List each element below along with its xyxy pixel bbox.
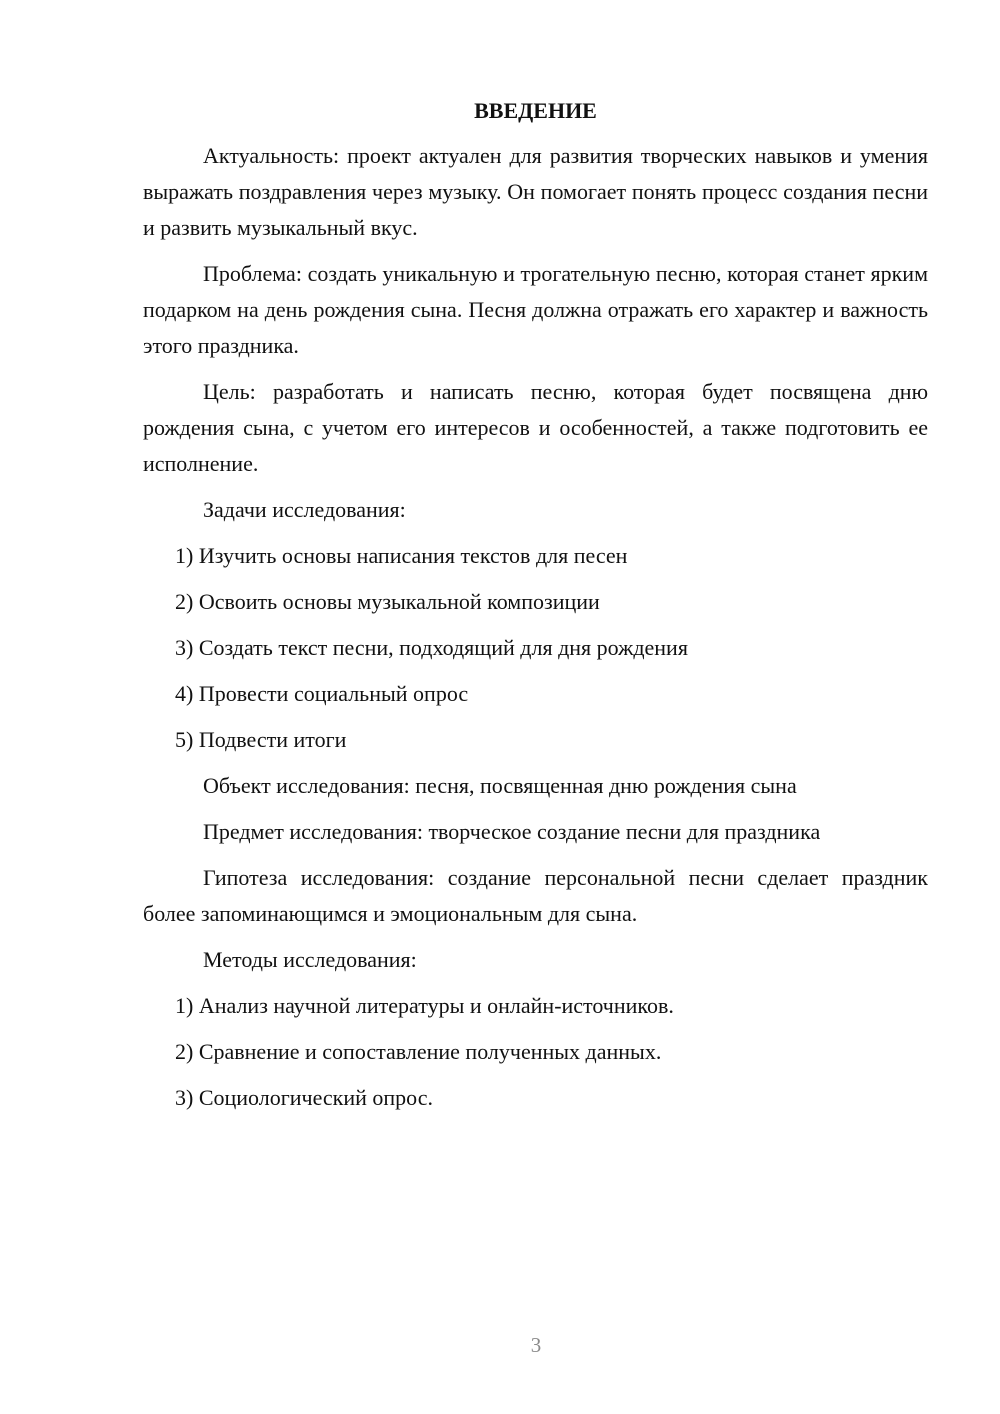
method-item: 2) Сравнение и сопоставление полученных данных. [175, 1039, 662, 1064]
task-item: 1) Изучить основы написания текстов для песен [175, 543, 628, 568]
methods-list [143, 988, 928, 1116]
methods-heading: Методы исследования: [203, 947, 417, 972]
page-number: 3 [530, 1333, 542, 1357]
goal-paragraph: Цель: разработать и написать песню, которая будет посвящена дню рождения сына, с учетом его интересов и особенностей, а также подготовить ее исполнение. [143, 379, 928, 476]
task-item: 5) Подвести итоги [175, 727, 347, 752]
task-item: 2) Освоить основы музыкальной композиции [175, 589, 600, 614]
tasks-heading: Задачи исследования: [203, 497, 406, 522]
document-body [143, 95, 928, 1126]
research-object: Объект исследования: песня, посвященная дню рождения сына [203, 773, 797, 798]
tasks-list [143, 538, 928, 758]
research-subject: Предмет исследования: творческое создание песни для праздника [203, 819, 821, 844]
task-item: 3) Создать текст песни, подходящий для дня рождения [175, 635, 688, 660]
problem-paragraph: Проблема: создать уникальную и трогательную песню, которая станет ярким подарком на день рождения сына. Песня должна отражать его характер и важность этого праздника. [143, 261, 928, 358]
method-item: 1) Анализ научной литературы и онлайн-источников. [175, 993, 674, 1018]
method-item: 3) Социологический опрос. [175, 1085, 433, 1110]
relevance-paragraph: Актуальность: проект актуален для развития творческих навыков и умения выражать поздравления через музыку. Он помогает понять процесс создания песни и развить музыкальный вкус. [143, 143, 928, 240]
section-title: ВВЕДЕНИЕ [474, 98, 597, 123]
hypothesis-paragraph: Гипотеза исследования: создание персональной песни сделает праздник более запоминающимся и эмоциональным для сына. [143, 865, 928, 926]
task-item: 4) Провести социальный опрос [175, 681, 469, 706]
